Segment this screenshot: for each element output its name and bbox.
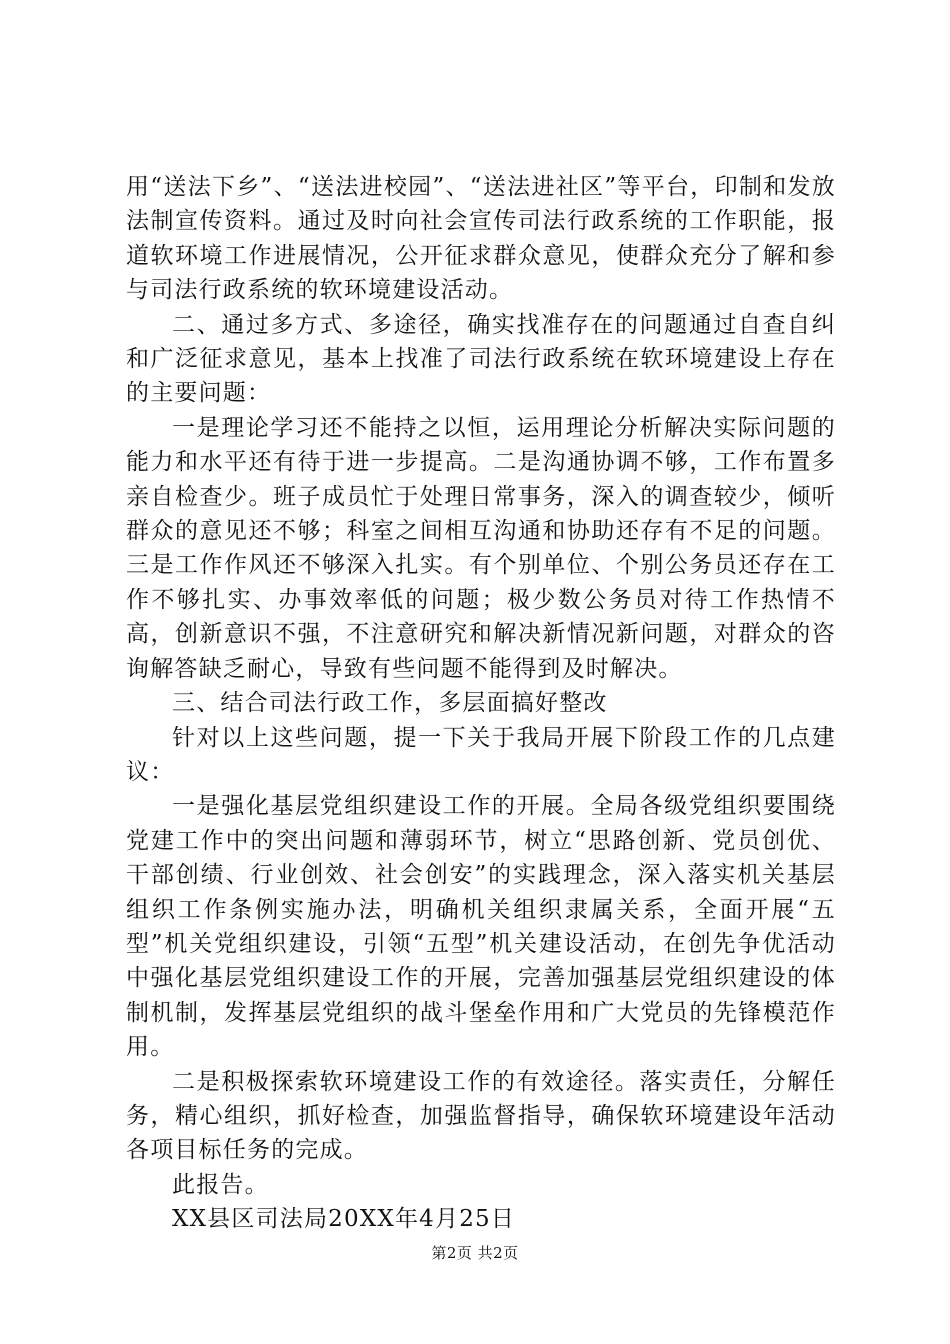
paragraph-suggestion-one: 一是强化基层党组织建设工作的开展。全局各级党组织要围绕党建工作中的突出问题和薄弱环节，树立“思路创新、党员创优、干部创绩、行业创效、社会创安”的实践理念，深入落实机关基层组织工作条例实施办法，明确机关组织隶属关系，全面开展“五型”机关党组织建设，引领“五型”机关建设活动，在创先争优活动中强化基层党组织建设工作的开展，完善加强基层党组织建设的体制机制，发挥基层党组织的战斗堡垒作用和广大党员的先锋模范作用。: [126, 793, 836, 1061]
paragraph-section-three-heading: 三、结合司法行政工作，多层面搞好整改: [172, 690, 608, 717]
paragraph-suggestions-intro: 针对以上这些问题，提一下关于我局开展下阶段工作的几点建议：: [126, 724, 836, 785]
paragraph-closing: 此报告。: [172, 1171, 269, 1198]
paragraph-publicity: 用“送法下乡”、“送法进校园”、“送法进社区”等平台，印制和发放法制宣传资料。通过及时向社会宣传司法行政系统的工作职能，报道软环境工作进展情况，公开征求群众意见，使群众充分了解和参与司法行政系统的软环境建设活动。: [126, 174, 836, 304]
paragraph-signature-date: XX县区司法局20XX年4月25日: [172, 1206, 516, 1233]
paragraph-suggestion-two: 二是积极探索软环境建设工作的有效途径。落实责任，分解任务，精心组织，抓好检查，加强监督指导，确保软环境建设年活动各项目标任务的完成。: [126, 1068, 836, 1164]
paragraph-problems: 一是理论学习还不能持之以恒，运用理论分析解决实际问题的能力和水平还有待于进一步提高。二是沟通协调不够，工作布置多亲自检查少。班子成员忙于处理日常事务，深入的调查较少，倾听群众的意见还不够；科室之间相互沟通和协助还存有不足的问题。三是工作作风还不够深入扎实。有个别单位、个别公务员还存在工作不够扎实、办事效率低的问题；极少数公务员对待工作热情不高，创新意识不强，不注意研究和解决新情况新问题，对群众的咨询解答缺乏耐心，导致有些问题不能得到及时解决。: [126, 414, 836, 682]
document-body: [126, 170, 836, 1237]
page-number-footer: 第2页 共2页: [431, 1244, 519, 1262]
paragraph-section-two-heading: 二、通过多方式、多途径，确实找准存在的问题通过自查自纠和广泛征求意见，基本上找准了司法行政系统在软环境建设上存在的主要问题：: [126, 311, 836, 407]
